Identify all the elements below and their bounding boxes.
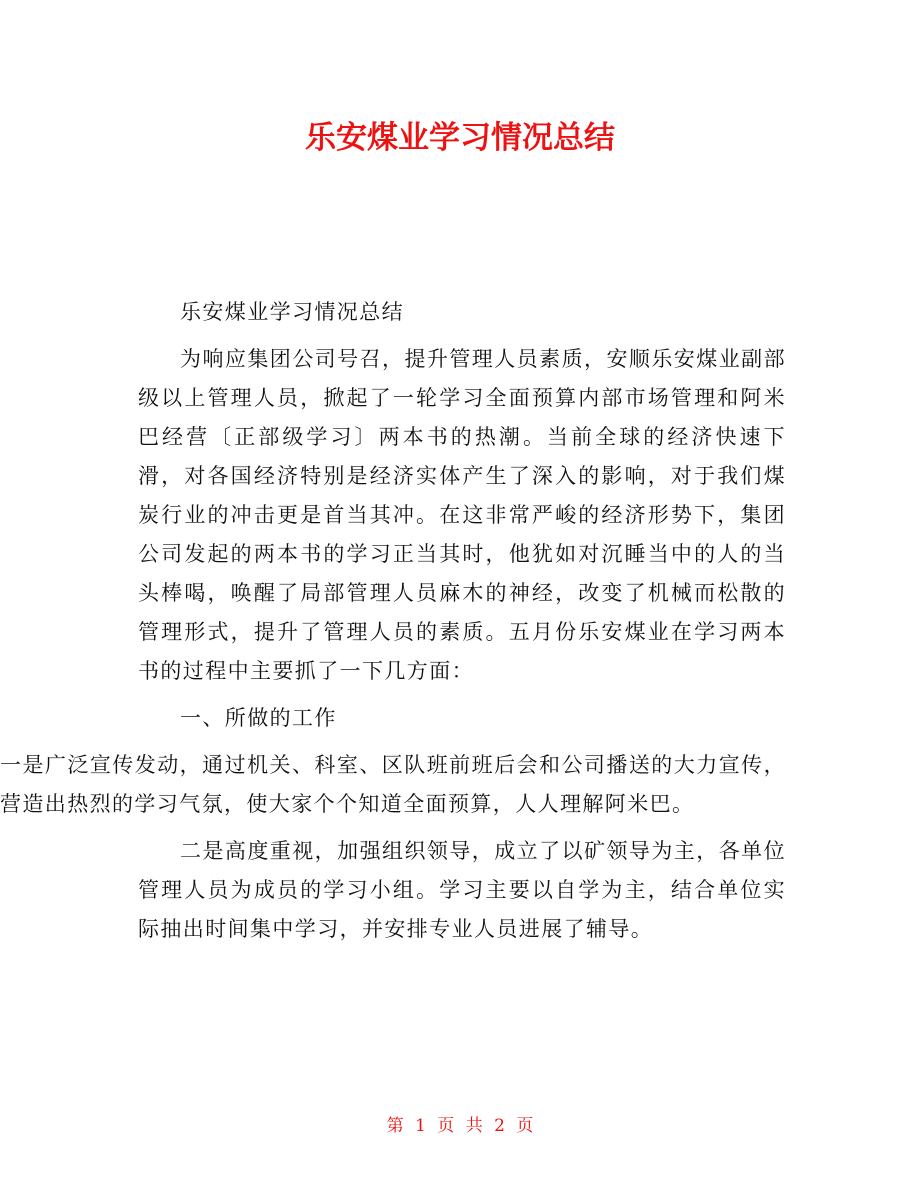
intro-paragraph: 为响应集团公司号召，提升管理人员素质，安顺乐安煤业副部级以上管理人员，掀起了一轮学习全面预算内部市场管理和阿米巴经营〔正部级学习〕两本书的热潮。当前全球的经济快速下滑，对各国经济特别是经济实体产生了深入的影响，对于我们煤炭行业的冲击更是首当其冲。在这非常严峻的经济形势下，集团公司发起的两本书的学习正当其时，他犹如对沉睡当中的人的当头棒喝，唤醒了局部管理人员麻木的神经，改变了机械而松散的管理形式，提升了管理人员的素质。五月份乐安煤业在学习两本书的过程中主要抓了一下几方面： <box>138 347 786 683</box>
document-title: 乐安煤业学习情况总结 <box>305 120 615 156</box>
item-two-paragraph: 二是高度重视，加强组织领导，成立了以矿领导为主，各单位管理人员为成员的学习小组。学习主要以自学为主，结合单位实际抽出时间集中学习，并安排专业人员进展了辅导。 <box>138 839 786 941</box>
document-body <box>0 293 786 949</box>
item-one-paragraph: 一是广泛宣传发动，通过机关、科室、区队班前班后会和公司播送的大力宣传，营造出热烈的学习气氛，使大家个个知道全面预算，人人理解阿米巴。 <box>0 753 786 816</box>
page-number-label: 第 1 页 共 2 页 <box>386 1116 534 1136</box>
section-heading-work-done: 一、所做的工作 <box>180 706 337 730</box>
subtitle-paragraph: 乐安煤业学习情况总结 <box>180 300 404 324</box>
page-footer <box>0 1114 920 1138</box>
